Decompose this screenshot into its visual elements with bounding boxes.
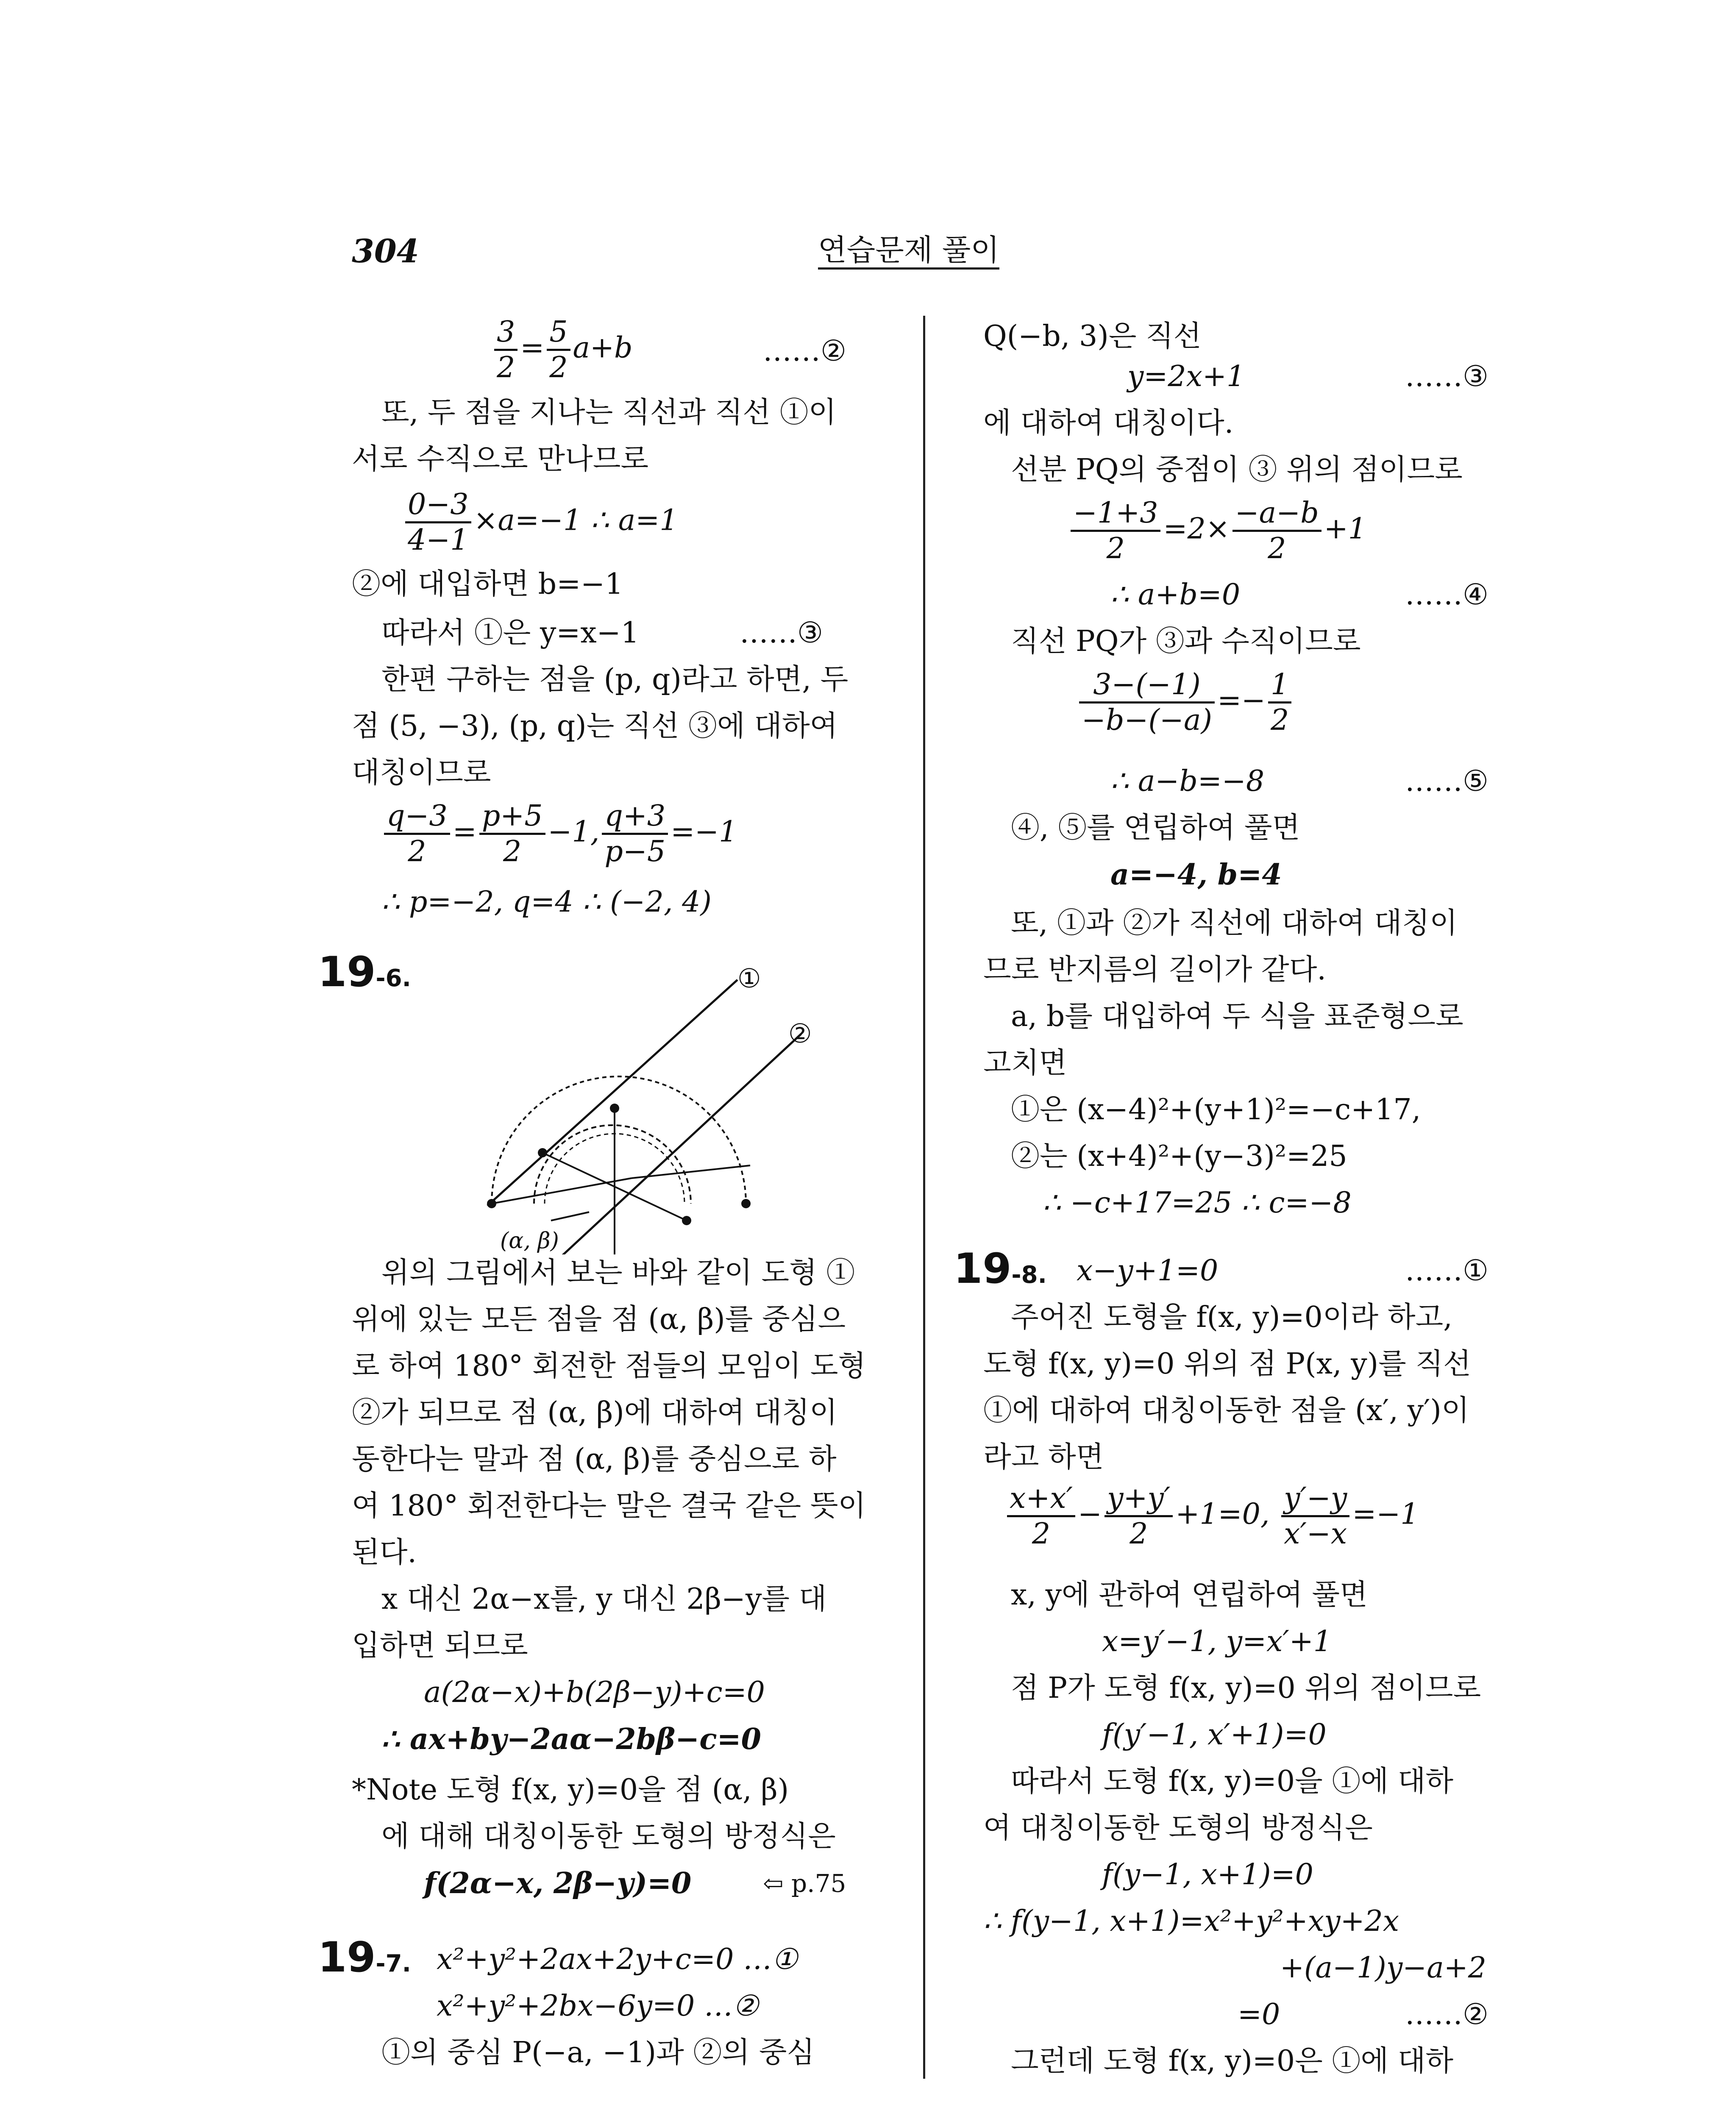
point [487, 1199, 496, 1208]
text-line: 선분 PQ의 중점이 ③ 위의 점이므로 [1011, 453, 1463, 487]
text-line: 대칭이므로 [352, 756, 491, 790]
equation-1: x−y+1=0 [1077, 1254, 1219, 1288]
text-line: 된다. [352, 1536, 417, 1569]
problem-number-19-7 [318, 1933, 411, 1982]
text-line: 여 180° 회전한다는 말은 결국 같은 뜻이 [352, 1489, 866, 1523]
numerator: y′−y [1281, 1483, 1349, 1517]
dashed-arc-outer [492, 1076, 746, 1204]
fraction [405, 489, 471, 556]
text-line: 라고 하면 [983, 1440, 1104, 1474]
denominator: x′−x [1284, 1517, 1347, 1551]
denominator: 2 [549, 351, 568, 385]
equation [1068, 498, 1366, 564]
result-line: ∴ a+b=0 [1110, 578, 1241, 612]
text-line: x, y에 관하여 연립하여 풀면 [1011, 1578, 1368, 1612]
denominator: −b−(−a) [1082, 704, 1213, 737]
equation [1077, 670, 1294, 736]
leader-line [551, 1212, 589, 1221]
problem-subnumber: -6. [376, 965, 411, 992]
text-line: 로 하여 180° 회전한 점들의 모임이 도형 [352, 1349, 866, 1383]
problem-number-19-6 [318, 948, 411, 996]
fraction [1104, 1483, 1173, 1549]
equation [381, 801, 737, 867]
fraction [602, 801, 668, 867]
text-line: Q(−b, 3)은 직선 [983, 320, 1202, 353]
expression: =− [1217, 684, 1266, 717]
equals: = [452, 815, 477, 849]
note-line: *Note 도형 f(x, y)=0을 점 (α, β) [352, 1773, 789, 1807]
numerator: q−3 [384, 801, 450, 835]
fraction [1079, 670, 1215, 736]
denominator: 2 [1130, 1517, 1148, 1551]
numerator: −a−b [1232, 498, 1321, 532]
equation [1004, 1483, 1419, 1549]
expression: =−1 [670, 815, 737, 849]
problem-number: 19 [318, 1933, 376, 1982]
note-equation: f(2α−x, 2β−y)=0 [424, 1866, 692, 1900]
equation: x=y′−1, y=x′+1 [1102, 1625, 1332, 1658]
denominator: p−5 [604, 835, 666, 869]
equation: a(2α−x)+b(2β−y)+c=0 [424, 1676, 765, 1709]
text-line: 직선 PQ가 ③과 수직이므로 [1011, 625, 1361, 658]
denominator: 2 [503, 835, 522, 869]
text-line: ②에 대입하면 b=−1 [352, 567, 623, 601]
fraction [494, 317, 517, 383]
text-line: 위의 그림에서 보는 바와 같이 도형 ① [381, 1256, 855, 1290]
text-line: 여 대칭이동한 도형의 방정식은 [983, 1811, 1373, 1845]
text-line: 또, ①과 ②가 직선에 대하여 대칭이 [1011, 907, 1458, 940]
expression: +1 [1324, 512, 1366, 546]
problem-subnumber: -7. [376, 1950, 411, 1977]
denominator: 2 [1032, 1517, 1051, 1551]
problem-number: 19 [954, 1245, 1012, 1293]
text-line: 동한다는 말과 점 (α, β)를 중심으로 하 [352, 1443, 837, 1476]
text-line: 입하면 되므로 [352, 1629, 528, 1663]
text-line: 점 (5, −3), (p, q)는 직선 ③에 대하여 [352, 709, 838, 743]
text-line: 므로 반지름의 길이가 같다. [983, 953, 1327, 987]
numerator: q+3 [602, 801, 668, 835]
numerator: y+y′ [1104, 1483, 1173, 1517]
problem-subnumber: -8. [1011, 1261, 1047, 1289]
text-line: 따라서 ①은 y=x−1 [381, 616, 639, 650]
text-line: 주어진 도형을 f(x, y)=0이라 하고, [1011, 1301, 1452, 1334]
text-line: 따라서 도형 f(x, y)=0을 ①에 대하 [1011, 1765, 1454, 1798]
equation: ②는 (x+4)²+(y−3)²=25 [1011, 1140, 1347, 1173]
equation-label: ……② [763, 334, 846, 368]
fraction [1281, 1483, 1349, 1549]
numerator: 1 [1268, 670, 1291, 704]
result-line: a=−4, b=4 [1110, 858, 1282, 892]
numerator: 3−(−1) [1079, 670, 1215, 704]
point [741, 1199, 751, 1208]
column-divider [923, 316, 925, 2079]
point [682, 1216, 691, 1225]
text-line: 또, 두 점을 지나는 직선과 직선 ①이 [381, 396, 837, 429]
fraction [384, 801, 450, 867]
text-line: ①에 대하여 대칭이동한 점을 (x′, y′)이 [983, 1394, 1469, 1427]
fraction [1232, 498, 1321, 564]
denominator: 4−1 [408, 523, 469, 557]
figure-label-2: ② [788, 1018, 812, 1049]
numerator: −1+3 [1071, 498, 1160, 532]
equation: =0 [1238, 1998, 1280, 2031]
numerator: p+5 [479, 801, 545, 835]
result-line: ∴ p=−2, q=4 ∴ (−2, 4) [381, 885, 712, 919]
text-line: 에 대하여 대칭이다. [983, 406, 1234, 440]
equation: f(y−1, x+1)=0 [1102, 1858, 1313, 1891]
text-line: x 대신 2α−x를, y 대신 2β−y를 대 [381, 1582, 827, 1616]
expression: =−1 [1352, 1497, 1419, 1531]
note-line: 에 대해 대칭이동한 도형의 방정식은 [381, 1820, 836, 1853]
denominator: 2 [408, 835, 426, 869]
page-reference: ⇦ p.75 [763, 1869, 846, 1898]
text-line: ②가 되므로 점 (α, β)에 대하여 대칭이 [352, 1396, 837, 1429]
fraction [1071, 498, 1160, 564]
equation-label: ……② [1405, 1998, 1488, 2031]
result-line: ∴ ax+by−2aα−2bβ−c=0 [381, 1722, 761, 1756]
expression: −1, [548, 815, 600, 849]
result-line: ∴ a−b=−8 [1110, 765, 1265, 798]
equation-label: ……③ [1405, 360, 1488, 393]
text-line: 그런데 도형 f(x, y)=0은 ①에 대하 [1011, 2044, 1454, 2078]
text-line: 고치면 [983, 1046, 1067, 1080]
denominator: 2 [1268, 532, 1286, 566]
equation-2 [492, 317, 633, 383]
text-line: 도형 f(x, y)=0 위의 점 P(x, y)를 직선 [983, 1347, 1471, 1381]
equation-3: y=2x+1 [1127, 360, 1245, 393]
equation: ①은 (x−4)²+(y+1)²=−c+17, [1011, 1093, 1421, 1126]
equation-label: ……③ [740, 616, 823, 650]
numerator: 0−3 [405, 489, 471, 523]
chapter-title: 연습문제 풀이 [818, 235, 999, 270]
equation-1: x²+y²+2ax+2y+c=0 …① [437, 1943, 798, 1976]
point [610, 1104, 619, 1113]
expression: +1=0, [1175, 1497, 1270, 1531]
problem-number: 19 [318, 948, 376, 996]
equation-label: ……⑤ [1405, 765, 1488, 798]
point [538, 1148, 547, 1157]
equation: +(a−1)y−a+2 [1280, 1951, 1486, 1985]
equals: = [520, 331, 545, 365]
fraction [1268, 670, 1291, 736]
segment [632, 1165, 750, 1178]
equation: f(y′−1, x′+1)=0 [1102, 1718, 1327, 1752]
problem-number-19-8 [954, 1245, 1047, 1293]
expression: − [1078, 1497, 1102, 1531]
equation-2: x²+y²+2bx−6y=0 …② [437, 1989, 759, 2023]
numerator: 5 [547, 317, 570, 351]
denominator: 2 [497, 351, 515, 385]
result-line: ∴ −c+17=25 ∴ c=−8 [1043, 1186, 1352, 1220]
expression: =2× [1163, 512, 1230, 546]
text-line: 위에 있는 모든 점을 점 (α, β)를 중심으 [352, 1303, 846, 1336]
text-line: 점 P가 도형 f(x, y)=0 위의 점이므로 [1011, 1671, 1481, 1705]
equation-label: ……① [1405, 1254, 1488, 1288]
expression: a+b [573, 331, 633, 365]
text-line: 서로 수직으로 만나므로 [352, 442, 649, 476]
center-label: (α, β) [500, 1228, 559, 1254]
text-line: ①의 중심 P(−a, −1)과 ②의 중심 [381, 2036, 815, 2069]
page-number: 304 [352, 232, 419, 270]
numerator: 3 [494, 317, 517, 351]
numerator: x+x′ [1007, 1483, 1075, 1517]
equation [403, 489, 678, 556]
line-1 [487, 980, 737, 1206]
text-line: a, b를 대입하여 두 식을 표준형으로 [1011, 1000, 1463, 1033]
fraction [547, 317, 570, 383]
fraction [1007, 1483, 1075, 1549]
fraction [479, 801, 545, 867]
text-line: ④, ⑤를 연립하여 풀면 [1011, 811, 1300, 845]
expression: ×a=−1 ∴ a=1 [473, 503, 678, 537]
denominator: 2 [1271, 704, 1289, 737]
symmetry-figure [449, 958, 831, 1254]
figure-label-1: ① [737, 963, 761, 994]
text-line: 한편 구하는 점을 (p, q)라고 하면, 두 [381, 663, 849, 696]
equation-label: ……④ [1405, 578, 1488, 612]
equation: ∴ f(y−1, x+1)=x²+y²+xy+2x [983, 1905, 1399, 1938]
denominator: 2 [1106, 532, 1125, 566]
